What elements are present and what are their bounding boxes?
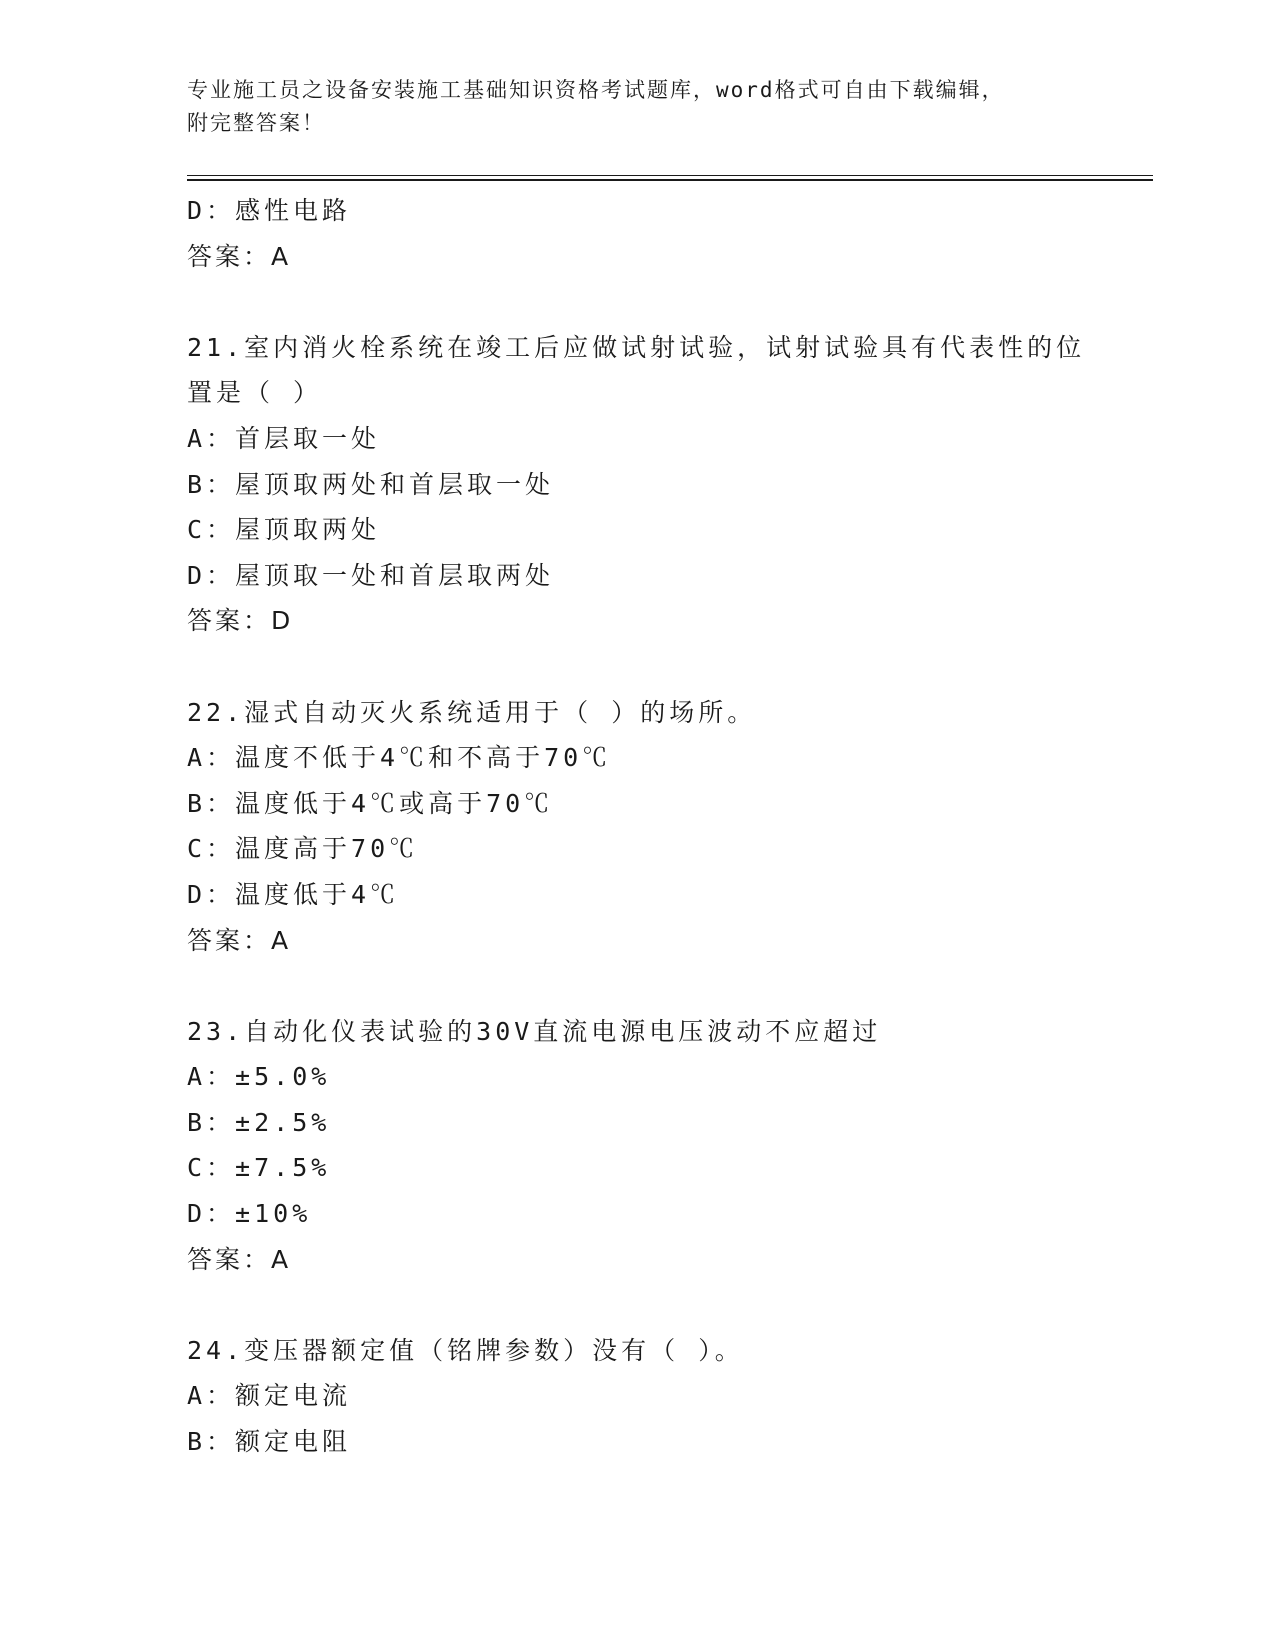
question-list	[187, 188, 1137, 1465]
question-stem: 21.室内消火栓系统在竣工后应做试射试验，试射试验具有代表性的位	[187, 332, 1086, 362]
question-stem: 23.自动化仪表试验的30V直流电源电压波动不应超过	[187, 1016, 882, 1046]
question-24	[187, 1328, 1137, 1465]
question-21	[187, 325, 1137, 644]
header-line-1: 专业施工员之设备安装施工基础知识资格考试题库，word格式可自由下载编辑，	[187, 78, 1005, 102]
option-c: C：温度高于70℃	[187, 834, 419, 864]
option-b: B：额定电阻	[187, 1427, 352, 1457]
option-d: D：感性电路	[187, 196, 352, 225]
option-c: C：屋顶取两处	[187, 515, 381, 545]
header-line-2: 附完整答案！	[187, 111, 325, 135]
option-d: D：温度低于4℃	[187, 879, 400, 909]
question-23	[187, 1009, 1137, 1283]
option-c: C：±7.5%	[187, 1153, 331, 1183]
answer-line: 答案：A	[187, 1244, 292, 1274]
question-22	[187, 690, 1137, 964]
option-d: D：屋顶取一处和首层取两处	[187, 560, 555, 590]
option-b: B：屋顶取两处和首层取一处	[187, 469, 555, 499]
option-a: A：±5.0%	[187, 1062, 331, 1092]
option-b: B：±2.5%	[187, 1107, 331, 1137]
question-stem-continued: 置是（ ）	[187, 378, 323, 408]
answer-line: 答案：A	[187, 925, 292, 955]
question-stem: 24.变压器额定值（铭牌参数）没有（ ）。	[187, 1335, 744, 1365]
option-d: D：±10%	[187, 1199, 312, 1229]
question-stem: 22.湿式自动灭火系统适用于（ ）的场所。	[187, 697, 757, 727]
header-divider-thick	[187, 179, 1153, 181]
answer-line: 答案：A	[187, 241, 292, 271]
option-a: A：额定电流	[187, 1381, 352, 1411]
option-b: B：温度低于4℃或高于70℃	[187, 788, 554, 818]
option-a: A：首层取一处	[187, 423, 381, 453]
header-divider-thin	[187, 175, 1153, 176]
document-header	[187, 74, 1077, 140]
answer-line: 答案：D	[187, 606, 294, 636]
option-a: A：温度不低于4℃和不高于70℃	[187, 743, 612, 773]
